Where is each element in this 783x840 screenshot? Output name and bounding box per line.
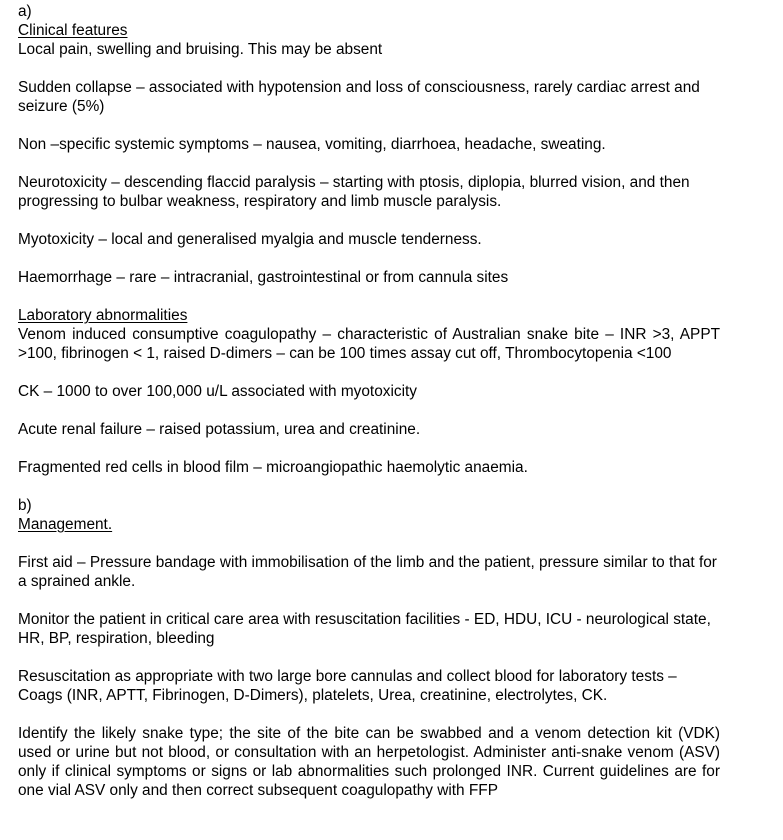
management-resuscitation: Resuscitation as appropriate with two large bore cannulas and collect blood for laboratory tests – Coags (INR, APTT, Fibrinogen, D-Dimers), platelets, Urea, creatinine, electrolytes, CK. (18, 668, 677, 704)
clinical-feature-myotoxicity: Myotoxicity – local and generalised myalgia and muscle tenderness. (18, 231, 482, 248)
management-first-aid: First aid – Pressure bandage with immobilisation of the limb and the patient, pressure similar to that for a sprained ankle. (18, 554, 717, 590)
lab-finding-renal: Acute renal failure – raised potassium, urea and creatinine. (18, 421, 421, 438)
lab-finding-blood-film: Fragmented red cells in blood film – microangiopathic haemolytic anaemia. (18, 459, 528, 476)
management-heading: Management. (18, 516, 113, 533)
clinical-feature-neurotoxicity: Neurotoxicity – descending flaccid paralysis – starting with ptosis, diplopia, blurred vision, and then progressing to bulbar weakness, respiratory and limb muscle paralysis. (18, 174, 690, 210)
section-a-label: a) (18, 3, 32, 20)
lab-finding-ck: CK – 1000 to over 100,000 u/L associated with myotoxicity (18, 383, 417, 400)
document-body (18, 2, 720, 800)
management-identify-snake: Identify the likely snake type; the site of the bite can be swabbed and a venom detection kit (VDK) used or urine but not blood, or consultation with an herpetologist. Administer anti-snake venom (ASV) only if clinical symptoms or signs or lab abnormalities such prolonged INR. Current guidelines are for one vial ASV only and then correct subsequent coagulopathy with FFP (18, 725, 720, 799)
clinical-feature-collapse: Sudden collapse – associated with hypotension and loss of consciousness, rarely cardiac arrest and seizure (5%) (18, 79, 700, 115)
lab-finding-coagulopathy: Venom induced consumptive coagulopathy – characteristic of Australian snake bite – INR >3, APPT >100, fibrinogen < 1, raised D-dimers – can be 100 times assay cut off, Thrombocytopenia <100 (18, 326, 720, 362)
section-b-label: b) (18, 497, 32, 514)
clinical-feature-systemic: Non –specific systemic symptoms – nausea, vomiting, diarrhoea, headache, sweating. (18, 136, 606, 153)
management-monitor: Monitor the patient in critical care area with resuscitation facilities - ED, HDU, ICU - neurological state, HR, BP, respiration, bleeding (18, 611, 711, 647)
clinical-feature-local: Local pain, swelling and bruising. This may be absent (18, 41, 383, 58)
clinical-features-heading: Clinical features (18, 22, 128, 39)
laboratory-abnormalities-heading: Laboratory abnormalities (18, 307, 188, 324)
clinical-feature-haemorrhage: Haemorrhage – rare – intracranial, gastrointestinal or from cannula sites (18, 269, 509, 286)
